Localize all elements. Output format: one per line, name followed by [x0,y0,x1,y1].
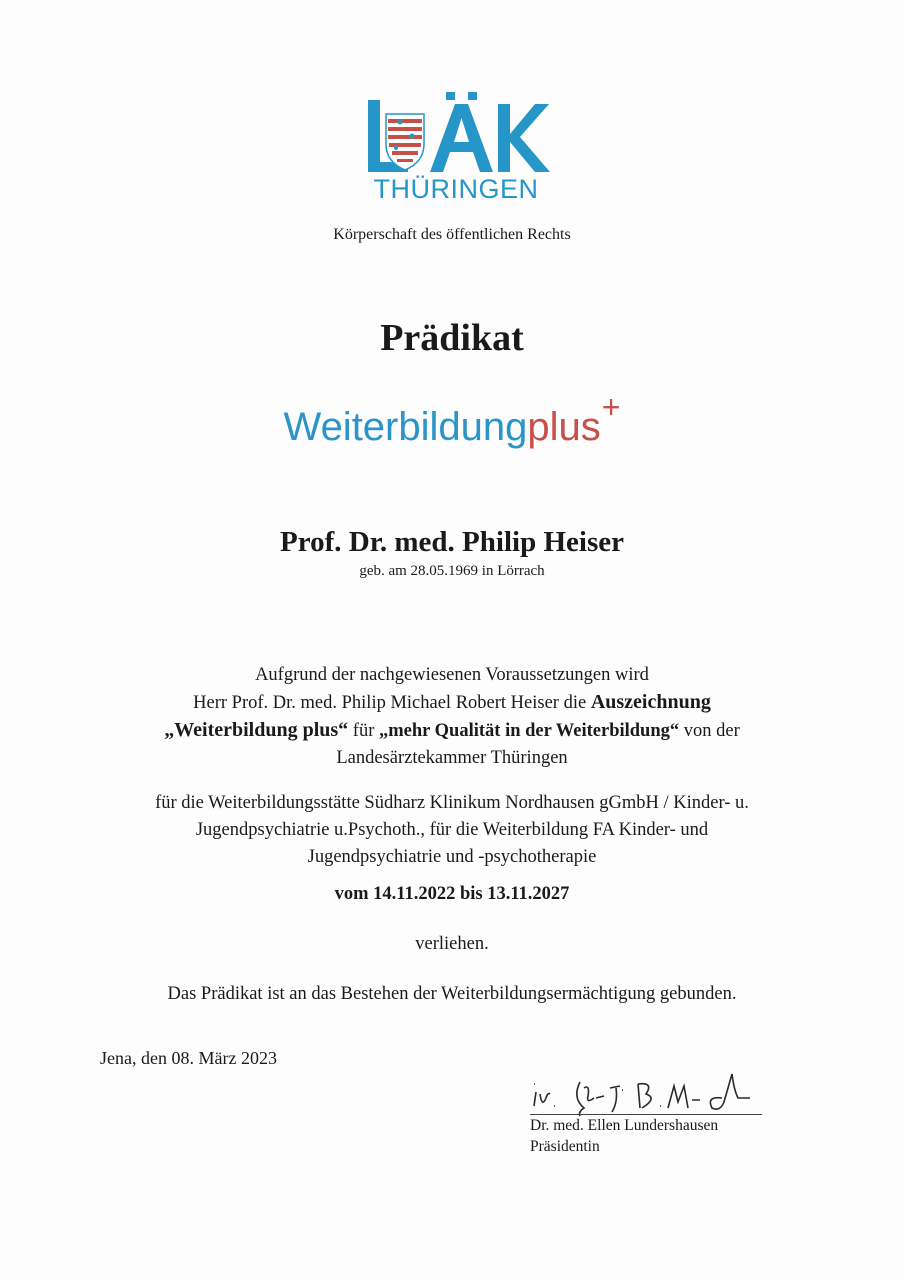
laek-thueringen-logo [360,92,550,212]
signature-line [530,1114,762,1115]
brand-part-plus: plus [527,405,601,449]
signer-name: Dr. med. Ellen Lundershausen [530,1117,719,1134]
statement-fuer: für [348,721,379,741]
statement-line-4: Landesärztekammer Thüringen [336,748,568,768]
statement-line-1: Aufgrund der nachgewiesenen Voraussetzungen wird [255,665,649,685]
weiterbildung-plus-brand [0,389,904,450]
statement-von-der: von der [679,721,740,741]
place-and-date: Jena, den 08. März 2023 [100,1048,277,1068]
validity-period: vom 14.11.2022 bis 13.11.2027 [334,884,570,904]
statement-line-3 [0,717,904,745]
condition-statement: Das Prädikat ist an das Bestehen der Weiterbildungsermächtigung gebunden. [167,984,737,1004]
document-title: Prädikat [380,317,524,359]
recipient-name: Prof. Dr. med. Philip Heiser [280,526,624,558]
statement-award-word: Auszeichnung [590,691,711,713]
signer-role: Präsidentin [530,1138,600,1155]
facility-line-2: Jugendpsychiatrie u.Psychoth., für die Weiterbildung FA Kinder- und [195,820,709,840]
statement-award-name: „Weiterbildung plus“ [164,719,349,741]
facility-statement [0,790,904,871]
recipient-birth: geb. am 28.05.1969 in Lörrach [359,563,545,579]
corporation-line: Körperschaft des öffentlichen Rechts [333,226,571,243]
brand-part-weiterbildung: Weiterbildung [283,405,528,449]
facility-line-3: Jugendpsychiatrie und -psychotherapie [307,847,597,867]
logo-subtitle: THÜRINGEN [373,174,539,204]
statement-line-2-text: Herr Prof. Dr. med. Philip Michael Robert Heiser die [193,693,591,713]
statement-line-2 [0,689,904,717]
handwritten-signature [528,1068,768,1118]
laek-logo-mark [360,92,550,174]
statement-quality-phrase: „mehr Qualität in der Weiterbildung“ [379,721,680,741]
granted-word: verliehen. [415,934,489,954]
award-statement [0,662,904,772]
facility-line-1: für die Weiterbildungsstätte Südharz Klinikum Nordhausen gGmbH / Kinder- u. [155,793,749,813]
brand-plus-symbol: + [601,389,621,425]
